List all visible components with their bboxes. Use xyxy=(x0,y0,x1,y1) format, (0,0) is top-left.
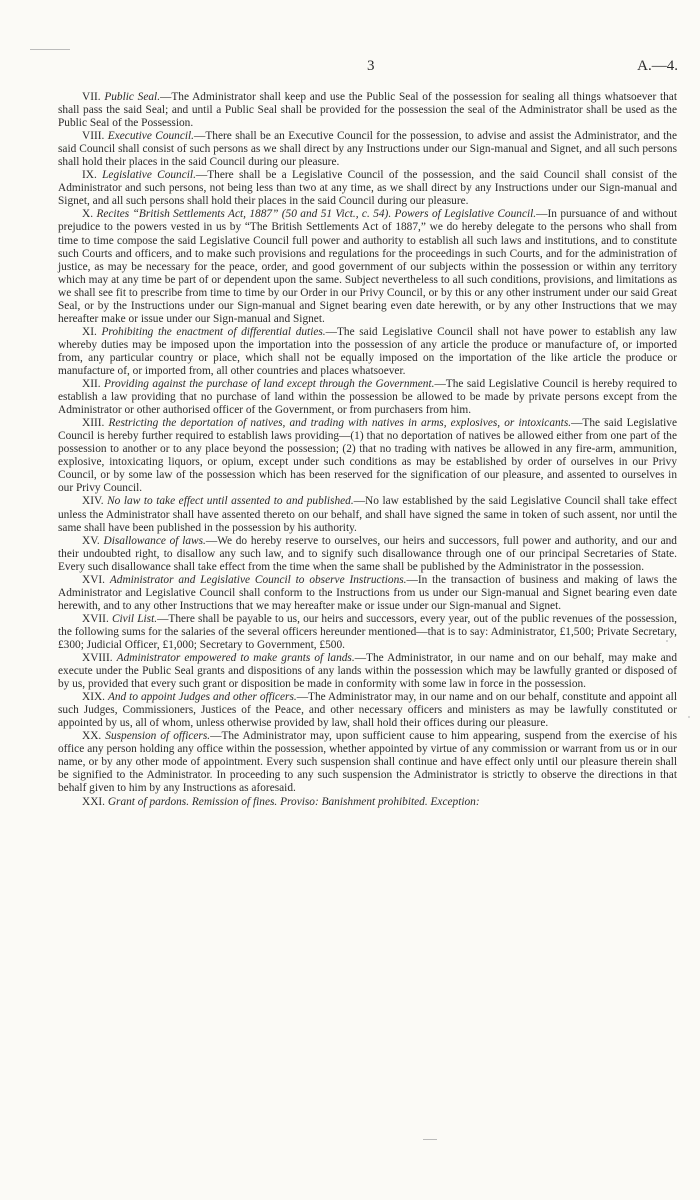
clause-heading: Suspension of officers. xyxy=(105,730,211,743)
clause-heading: Disallowance of laws. xyxy=(103,534,206,547)
clause-heading: Providing against the purchase of land except through the Government. xyxy=(104,378,435,391)
clause-heading: Restricting the deportation of natives, and trading with natives in arms, explosives, or intoxicants. xyxy=(108,417,572,430)
clause-text: —There shall be an Executive Council for the possession, to advise and assist the Administrator, and the said Council shall consist of such persons as we shall direct by any Instructions under our Sign-manual and Signet, and all such persons shall hold their places in the said Council during our pleasure. xyxy=(58,130,677,169)
clause-text: —The Administrator may, upon sufficient cause to him appearing, suspend from the exercise of his office any person holding any office within the possession, whether appointed by virtue of any commission or warrant from us or in our name, or by any other mode of appointment. Every such suspension shall continue and have effect only until our pleasure therein shall be signified to the Administrator. In proceeding to any such suspension the Administrator is strictly to observe the directions in that behalf given to him by any Instructions as aforesaid. xyxy=(58,730,678,795)
clause-paragraph xyxy=(58,613,677,652)
body-text xyxy=(58,91,677,809)
clause-number: XVIII. xyxy=(82,652,113,665)
clause-paragraph xyxy=(58,574,677,613)
clause-number: XI. xyxy=(82,325,97,338)
scan-artifact xyxy=(30,49,70,50)
clause-paragraph xyxy=(58,378,677,417)
clause-heading: Public Seal. xyxy=(104,91,161,103)
clause-text: —The Administrator shall keep and use the Public Seal of the possession for sealing all things whatsoever that shall pass the said Seal; and until a Public Seal shall be provided for the possession the seal of the Administrator shall be used as the Public Seal of the Possession. xyxy=(58,91,677,130)
clause-paragraph xyxy=(58,796,677,809)
clause-number: X. xyxy=(82,208,94,221)
clause-number: IX. xyxy=(82,169,97,182)
clause-text: —We do hereby reserve to ourselves, our heirs and successors, full power and authority, and our and their undoubted right, to disallow any such law, and to signify such disallowance through one of our principal Secretaries of State. Every such disallowance shall take effect from the time when the same shall be published by the Administrator in the possession. xyxy=(58,534,677,573)
clause-text: —There shall be a Legislative Council of the possession, and the said Council shall consist of the Administrator and such persons, not being less than two at any time, as we shall direct by any Instructions under our Sign-manual and Signet, and all such persons shall hold their places in the said Council during our pleasure. xyxy=(58,169,677,208)
clause-paragraph xyxy=(58,169,677,208)
clause-heading: No law to take effect until assented to and published. xyxy=(107,495,354,508)
clause-number: XVI. xyxy=(82,573,105,586)
clause-text: —The said Legislative Council is hereby required to establish a law providing that no purchase of land within the possession be allowed to be made by private persons except from the Administrator or other authorised officer of the Government, or from purchasers from him. xyxy=(58,378,678,417)
clause-text: —The said Legislative Council shall not have power to establish any law whereby duties may be imposed upon the importation into the possession of any article the produce or manufacture of, or imported from, any particular country or place, which shall not be equally imposed on the importation of the like article the produce or manufacture of, or imported from, all other countries and places whatsoever. xyxy=(58,325,677,377)
clause-number: XIV. xyxy=(82,495,104,508)
clause-number: XV. xyxy=(82,534,100,547)
document-reference: A.—4. xyxy=(637,58,678,74)
clause-paragraph xyxy=(58,326,677,378)
clause-heading: Civil List. xyxy=(111,612,158,625)
clause-heading: Legislative Council. xyxy=(102,169,196,182)
clause-paragraph xyxy=(58,208,677,325)
clause-paragraph xyxy=(58,652,677,691)
clause-paragraph xyxy=(58,730,677,795)
clause-heading: And to appoint Judges and other officers. xyxy=(107,691,297,704)
clause-paragraph xyxy=(58,535,677,574)
clause-paragraph xyxy=(58,417,677,495)
clause-paragraph xyxy=(58,91,677,130)
clause-number: XVII. xyxy=(82,612,109,625)
page-number: 3 xyxy=(367,58,375,74)
clause-number: XIX. xyxy=(82,691,105,704)
clause-heading: Administrator empowered to make grants of lands. xyxy=(116,652,355,665)
page-header xyxy=(28,58,678,78)
clause-number: VIII. xyxy=(82,130,105,143)
clause-heading: Prohibiting the enactment of differential duties. xyxy=(101,325,326,338)
clause-text: —In the transaction of business and making of laws the Administrator and Legislative Council shall conform to the Instructions from us under our Sign-manual and Signet bearing even date herewith, and to any other Instructions that we may hereafter make or issue under our Sign-manual and Signet. xyxy=(58,573,678,612)
clause-paragraph xyxy=(58,691,677,730)
scan-artifact xyxy=(688,716,690,718)
clause-heading: Executive Council. xyxy=(107,130,195,143)
clause-number: XII. xyxy=(82,378,101,391)
clause-text: —No law established by the said Legislative Council shall take effect unless the Administrator shall have assented thereto on our behalf, and shall have signed the same in token of such assent, nor until the same shall have been published in the possession by his authority. xyxy=(58,495,677,534)
clause-heading: Recites “British Settlements Act, 1887” (50 and 51 Vict., c. 54). Powers of Legislative Council. xyxy=(96,208,537,221)
scan-artifact xyxy=(423,1139,437,1140)
clause-number: XX. xyxy=(82,730,102,743)
clause-number: XIII. xyxy=(82,417,105,430)
clause-text: —There shall be payable to us, our heirs and successors, every year, out of the public revenues of the possession, the following sums for the salaries of the several officers hereunder mentioned—that is to say: Administrator, £1,500; Private Secretary, £300; Judicial Officer, £1,000; Secretary to Government, £500. xyxy=(58,612,677,651)
clause-paragraph xyxy=(58,130,677,169)
clause-heading: Grant of pardons. Remission of fines. Proviso: Banishment prohibited. Exception: xyxy=(107,795,480,808)
clause-paragraph xyxy=(58,495,677,534)
clause-number: VII. xyxy=(82,91,101,103)
clause-text: —The Administrator may, in our name and on our behalf, constitute and appoint all such Judges, Commissioners, Justices of the Peace, and other necessary officers and ministers as may be lawfully constituted or appointed by us, all of whom, unless otherwise provided by law, shall hold their offices during our pleasure. xyxy=(58,691,677,730)
clause-number: XXI. xyxy=(82,795,105,808)
clause-heading: Administrator and Legislative Council to observe Instructions. xyxy=(109,573,407,586)
clause-text: —In pursuance of and without prejudice to the powers vested in us by “The British Settlements Act of 1887,” we do hereby delegate to the persons who shall from time to time compose the said Legislative Council full power and authority to establish all such laws and institutions, and to constitute such Courts and officers, and to make such provisions and regulations for the proceedings in such Courts, and for the administration of justice, as may be necessary for the peace, order, and good government of our subjects within the possession or within any territory which may at any time be part of or dependent upon the same. Subject nevertheless to all such conditions, provisions, and limitations as we shall see fit to prescribe from time to time by our Order in our Privy Council, or by this or any other instrument under our said Great Seal, or by the Instructions under our Sign-manual and Signet bearing even date herewith, or by any other Instructions that we may hereafter make or issue under our Sign-manual and Signet. xyxy=(58,208,677,325)
clause-text: —The said Legislative Council is hereby further required to establish laws providing—(1) that no deportation of natives be allowed either from one part of the possession to another or to any place beyond the possession; (2) that no trading with natives be allowed in any fire-arm, ammunition, explosive, intoxicating liquors, or opium, except under such conditions as may be established by order of ourselves in our Privy Council, or by some law of the possession which has been reserved for the signification of our pleasure, and assented to ourselves in our Privy Council. xyxy=(58,417,677,495)
clause-text: —The Administrator, in our name and on our behalf, may make and execute under the Public Seal grants and dispositions of any lands within the possession which may be lawfully granted or disposed of by us, provided that every such grant or disposition be made in conformity with some law in force in the possession. xyxy=(58,652,677,691)
